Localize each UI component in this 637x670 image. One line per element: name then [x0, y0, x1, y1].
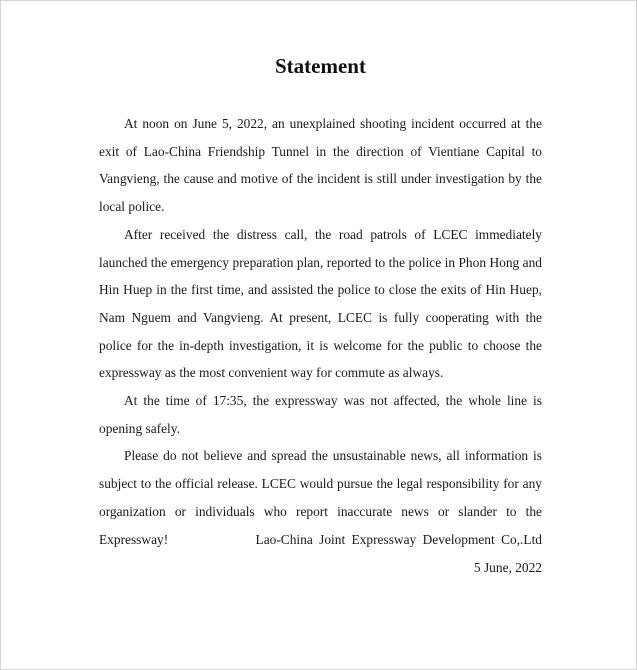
paragraph-response: After received the distress call, the road patrols of LCEC immediately launched the emergency preparation plan, reported to the police in Phon Hong and Hin Huep in the first time, and assisted the police to close the exits of Hin Huep, Nam Nguem and Vangvieng. At present, LCEC is fully cooperating with the police for the in-depth investigation, it is welcome for the public to choose the expressway as the most convenient way for commute as always. [99, 226, 542, 381]
paragraph-advisory: Please do not believe and spread the unsustainable news, all information is subject to the official release. LCEC would pursue the legal responsibility for any organization or individuals who report inaccurate news or slander to the Expressway! [99, 448, 542, 547]
document-body [99, 110, 542, 553]
paragraph-incident: At noon on June 5, 2022, an unexplained shooting incident occurred at the exit of Lao-China Friendship Tunnel in the direction of Vientiane Capital to Vangvieng, the cause and motive of the incident is still under investigation by the local police. [99, 116, 542, 215]
document-title: Statement [275, 54, 366, 78]
signature-organization: Lao-China Joint Expressway Development Co,.Ltd [255, 532, 542, 547]
signature-block [99, 526, 542, 581]
signature-date: 5 June, 2022 [473, 559, 542, 575]
paragraph-status: At the time of 17:35, the expressway was not affected, the whole line is opening safely. [99, 393, 542, 436]
